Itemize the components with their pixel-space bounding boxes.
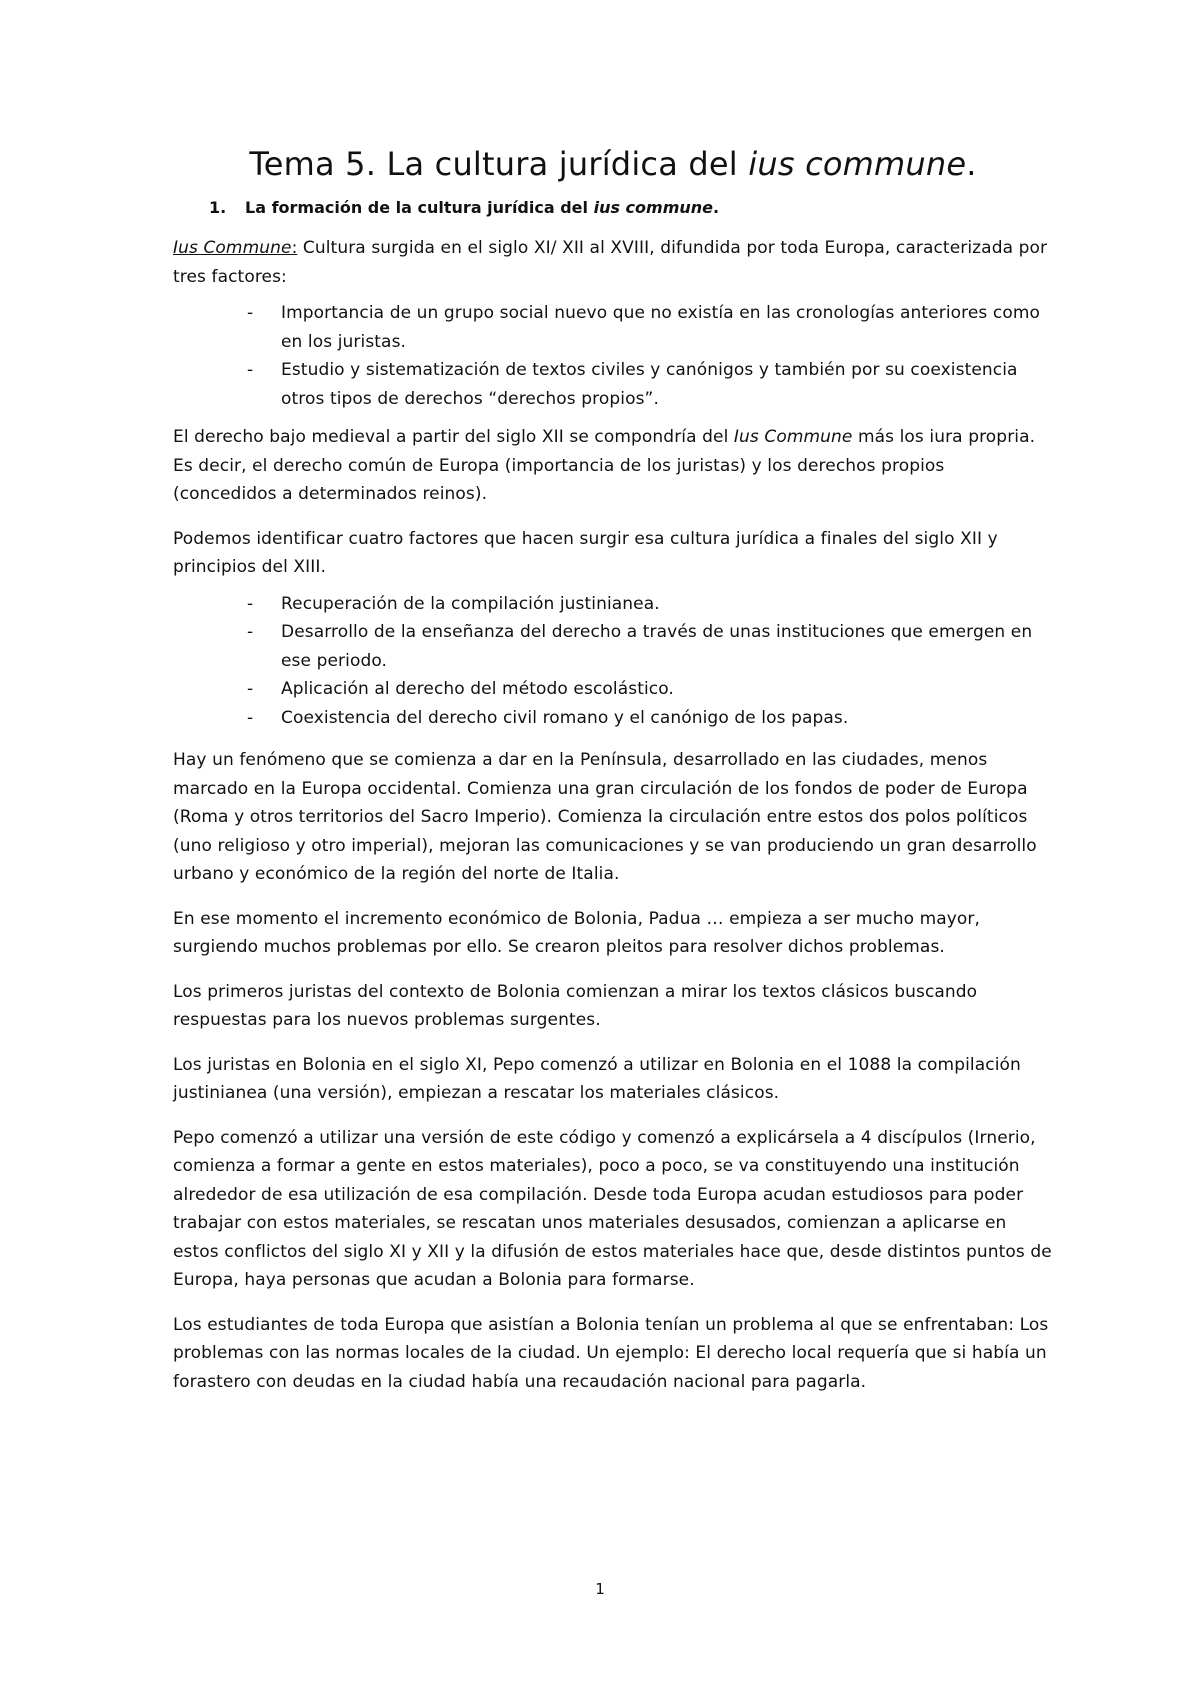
dash-bullet: -: [247, 707, 254, 728]
dash-bullet: -: [247, 303, 254, 323]
list-item: [173, 618, 1053, 675]
dash-bullet: -: [247, 360, 254, 380]
paragraph-pepo: Pepo comenzó a utilizar una versión de este código y comenzó a explicársela a 4 discípulos (Irnerio, comienza a formar a gente en estos materiales), poco a poco, se va constituyendo una institución alrededor de esa utilización de esa compilación. Desde toda Europa acudan estudiosos para poder trabajar con estos materiales, se rescatan unos materiales desusados, comienzan a aplicarse en estos conflictos del siglo XI y XII y la difusión de estos materiales hace que, desde distintos puntos de Europa, haya personas que acudan a Bolonia para formarse.: [173, 1127, 1052, 1290]
list-item: [173, 299, 1053, 356]
list-item-text: Aplicación al derecho del método escolástico.: [281, 679, 674, 699]
section-heading-italic: ius commune: [593, 198, 713, 217]
section-heading-text: [245, 194, 719, 222]
list-item-text: Estudio y sistematización de textos civiles y canónigos y también por su coexistencia otros tipos de derechos “derechos propios”.: [281, 360, 1018, 409]
section-heading-prefix: La formación de la cultura jurídica del: [245, 198, 594, 217]
dash-bullet: -: [247, 622, 254, 642]
dash-bullet: -: [247, 593, 254, 614]
definition-colon: :: [291, 238, 298, 258]
paragraph-derecho: [173, 423, 1053, 509]
document-body: [173, 140, 1053, 1412]
four-factors-list: [173, 590, 1053, 733]
list-item: [173, 356, 1053, 413]
list-item-text: Importancia de un grupo social nuevo que no existía en las cronologías anteriores como en los juristas.: [281, 303, 1040, 352]
paragraph-fenomeno: Hay un fenómeno que se comienza a dar en la Península, desarrollado en las ciudades, menos marcado en la Europa occidental. Comienza una gran circulación de los fondos de poder de Europa (Roma y otros territorios del Sacro Imperio). Comienza la circulación entre estos dos polos políticos (uno religioso y otro imperial), mejoran las comunicaciones y se van produciendo un gran desarrollo urbano y económico de la región del norte de Italia.: [173, 750, 1037, 884]
paragraph-text: más los iura propria. Es decir, el derecho común de Europa (importancia de los juristas) y los derechos propios (concedidos a determinados reinos).: [173, 427, 1036, 504]
list-item-text: Coexistencia del derecho civil romano y el canónigo de los papas.: [281, 707, 849, 728]
factors-list: [173, 299, 1053, 413]
definition-text: Cultura surgida en el siglo XI/ XII al XVIII, difundida por toda Europa, caracterizada por tres factores:: [173, 238, 1048, 287]
list-item: [173, 590, 1053, 619]
list-item-text: Desarrollo de la enseñanza del derecho a través de unas instituciones que emergen en ese periodo.: [281, 622, 1033, 671]
section-heading-suffix: .: [713, 198, 720, 217]
paragraph-juristas: Los juristas en Bolonia en el siglo XI, Pepo comenzó a utilizar en Bolonia en el 1088 la compilación justinianea (una versión), empiezan a rescatar los materiales clásicos.: [173, 1054, 1021, 1103]
paragraph-italic: Ius Commune: [733, 427, 853, 447]
list-item: [173, 675, 1053, 704]
definition-paragraph: [173, 234, 1053, 291]
title-italic: ius commune: [748, 145, 967, 183]
paragraph-bolonia: En ese momento el incremento económico de Bolonia, Padua … empieza a ser mucho mayor, surgiendo muchos problemas por ello. Se crearon pleitos para resolver dichos problemas.: [173, 908, 981, 957]
definition-term: Ius Commune: [173, 238, 292, 258]
paragraph-estudiantes: Los estudiantes de toda Europa que asistían a Bolonia tenían un problema al que se enfrentaban: Los problemas con las normas locales de la ciudad. Un ejemplo: El derecho local requería que si había un forastero con deudas en la ciudad había una recaudación nacional para pagarla.: [173, 1314, 1049, 1392]
paragraph-factores: Podemos identificar cuatro factores que hacen surgir esa cultura jurídica a finales del siglo XII y principios del XIII.: [173, 528, 998, 577]
document-title: [173, 140, 1053, 188]
page-number: 1: [595, 1580, 605, 1598]
dash-bullet: -: [247, 679, 254, 699]
section-heading: [173, 194, 1053, 222]
list-item: [173, 704, 1053, 733]
list-item-text: Recuperación de la compilación justinianea.: [281, 593, 660, 614]
paragraph-text: El derecho bajo medieval a partir del siglo XII se compondría del: [173, 427, 734, 447]
title-text: Tema 5. La cultura jurídica del: [249, 145, 749, 183]
paragraph-primeros: Los primeros juristas del contexto de Bolonia comienzan a mirar los textos clásicos buscando respuestas para los nuevos problemas surgentes.: [173, 981, 978, 1030]
title-suffix: .: [966, 145, 977, 183]
section-number: 1.: [209, 198, 227, 217]
